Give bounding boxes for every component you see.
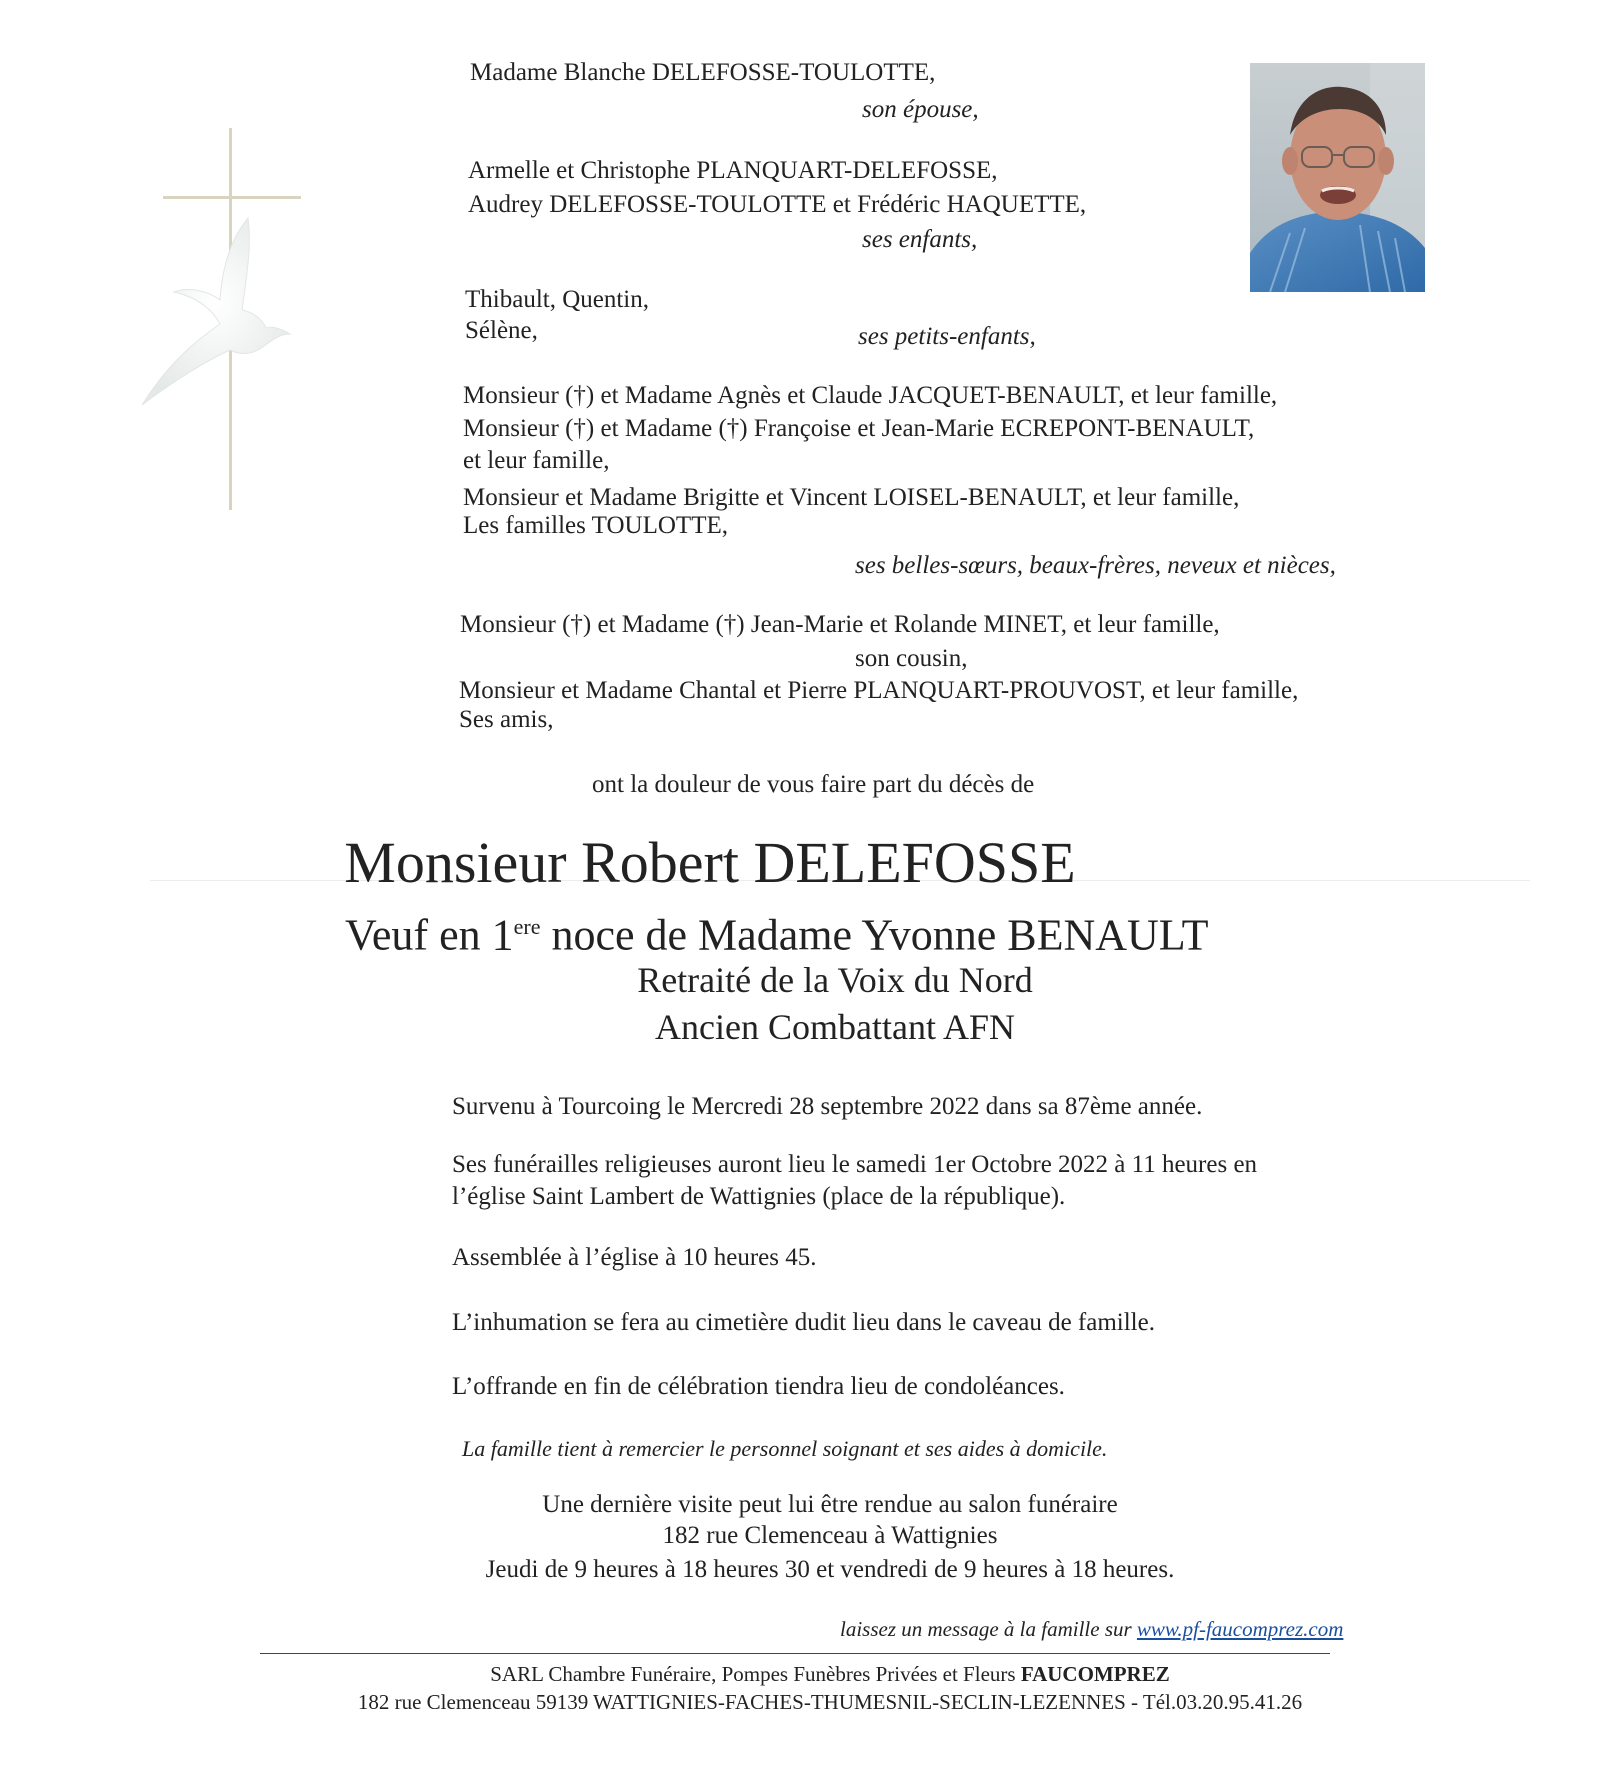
child-line-2: Audrey DELEFOSSE-TOULOTTE et Frédéric HAQUETTE, (468, 191, 1087, 218)
thanks-note: La famille tient à remercier le personnel soignant et ses aides à domicile. (462, 1436, 1108, 1461)
website-link[interactable]: www.pf-faucomprez.com (1136, 1617, 1344, 1641)
inlaw-line-2: Monsieur (†) et Madame (†) Françoise et Jean-Marie ECREPONT-BENAULT, (463, 415, 1255, 442)
message-line (840, 1617, 1343, 1642)
visit-line-3: Jeudi de 9 heures à 18 heures 30 et vendredi de 9 heures à 18 heures. (485, 1556, 1175, 1583)
burial-info: L’inhumation se fera au cimetière dudit lieu dans le caveau de famille. (452, 1309, 1155, 1336)
child-line-1: Armelle et Christophe PLANQUART-DELEFOSSE, (468, 157, 998, 184)
widower-sup: ere (513, 914, 541, 939)
cousin-role: son cousin, (855, 645, 968, 672)
widower-line (345, 900, 1209, 963)
footer-rule (260, 1653, 1330, 1654)
widower-suffix: noce de Madame Yvonne BENAULT (540, 910, 1209, 960)
widower-prefix: Veuf en 1 (345, 910, 514, 960)
funeral-line-1: Ses funérailles religieuses auront lieu le samedi 1er Octobre 2022 à 11 heures en (452, 1151, 1258, 1178)
death-details: Survenu à Tourcoing le Mercredi 28 septembre 2022 dans sa 87ème année. (452, 1093, 1203, 1120)
inlaw-line-4: Monsieur et Madame Brigitte et Vincent LOISEL-BENAULT, et leur famille, (463, 484, 1240, 511)
portrait-photo (1250, 63, 1425, 292)
message-text: laissez un message à la famille sur (840, 1617, 1137, 1641)
footer-address: 182 rue Clemenceau 59139 WATTIGNIES-FACHES-THUMESNIL-SECLIN-LEZENNES - Tél.03.20.95.41.26 (357, 1690, 1303, 1714)
deceased-name-text: Monsieur Robert DELEFOSSE (344, 830, 1076, 895)
visit-line-2: 182 rue Clemenceau à Wattignies (662, 1522, 998, 1549)
dove-icon (130, 200, 310, 410)
footer-company (0, 1662, 1600, 1687)
friends-line-2: Ses amis, (459, 706, 554, 733)
grandchildren-line-1: Thibault, Quentin, (465, 286, 649, 313)
funeral-line-2: l’église Saint Lambert de Wattignies (place de la république). (452, 1183, 1066, 1210)
inlaws-role: ses belles-sœurs, beaux-frères, neveux et nièces, (855, 552, 1336, 579)
footer-brand: FAUCOMPREZ (1020, 1662, 1170, 1686)
visit-line-1: Une dernière visite peut lui être rendue au salon funéraire (542, 1491, 1118, 1518)
deceased-veteran: Ancien Combattant AFN (655, 1007, 1015, 1047)
grandchildren-line-2: Sélène, (465, 317, 538, 344)
announcement: ont la douleur de vous faire part du décès de (592, 771, 1035, 798)
inlaw-line-3: et leur famille, (463, 447, 610, 474)
footer-company-text: SARL Chambre Funéraire, Pompes Funèbres Privées et Fleurs (490, 1662, 1021, 1686)
spouse-name: Madame Blanche DELEFOSSE-TOULOTTE, (470, 59, 936, 86)
inlaw-line-5: Les familles TOULOTTE, (463, 512, 728, 539)
grandchildren-role: ses petits-enfants, (858, 323, 1036, 350)
friends-line-1: Monsieur et Madame Chantal et Pierre PLANQUART-PROUVOST, et leur famille, (459, 677, 1299, 704)
spouse-role: son épouse, (862, 96, 979, 123)
deceased-occupation: Retraité de la Voix du Nord (637, 960, 1033, 1000)
cross-horizontal-bar (163, 196, 301, 199)
assembly-info: Assemblée à l’église à 10 heures 45. (452, 1244, 817, 1271)
offering-info: L’offrande en fin de célébration tiendra lieu de condoléances. (452, 1373, 1065, 1400)
inlaw-line-1: Monsieur (†) et Madame Agnès et Claude JACQUET-BENAULT, et leur famille, (463, 382, 1278, 409)
deceased-name (0, 830, 1600, 896)
cousin-line: Monsieur (†) et Madame (†) Jean-Marie et Rolande MINET, et leur famille, (460, 611, 1220, 638)
children-role: ses enfants, (862, 226, 978, 253)
